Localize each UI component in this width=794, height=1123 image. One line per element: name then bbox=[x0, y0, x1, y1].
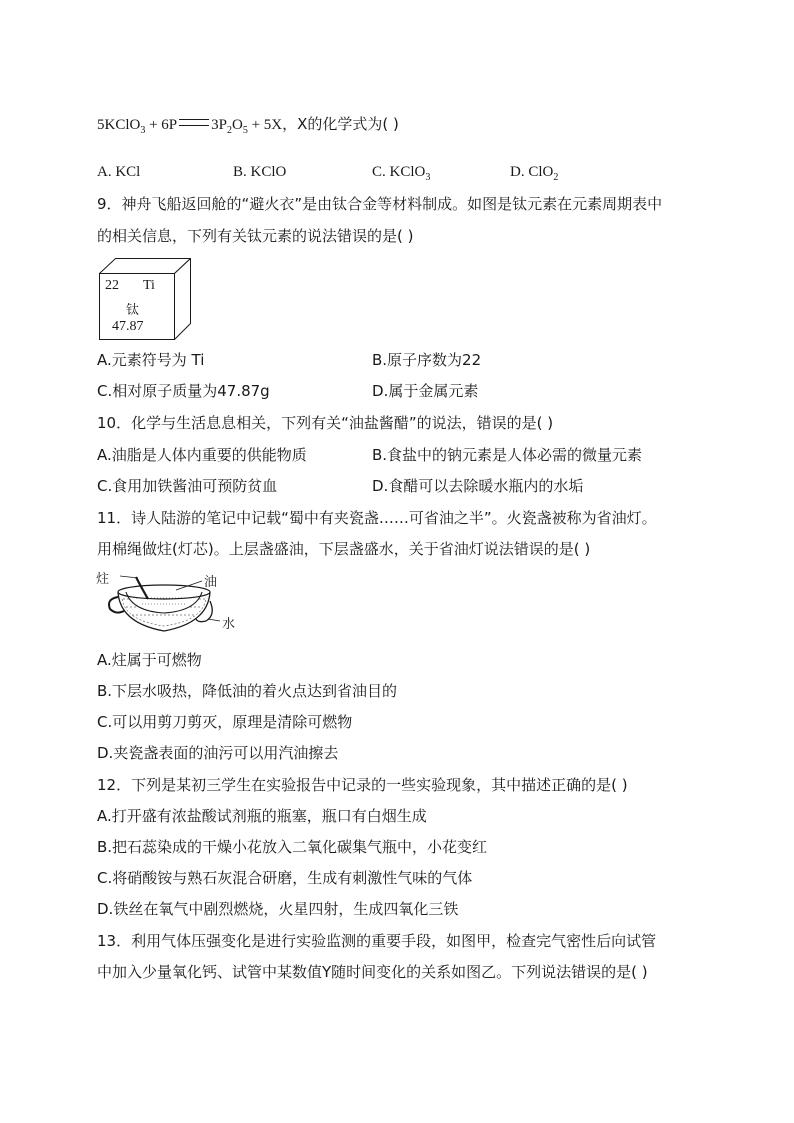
eq-left-tail: + 6P bbox=[145, 117, 178, 133]
label-wick: 炷 bbox=[96, 572, 110, 587]
option-subscript: 2 bbox=[553, 172, 559, 183]
label-water: 水 bbox=[222, 617, 236, 632]
eq-left-formula: 5KClO bbox=[97, 117, 141, 133]
q8-option-b[interactable]: B. KClO bbox=[233, 164, 287, 180]
periodic-cell-figure bbox=[99, 258, 191, 340]
q12-option-c[interactable]: C.将硝酸铵与熟石灰混合研磨，生成有刺激性气味的气体 bbox=[97, 869, 473, 887]
q8-equation bbox=[97, 114, 399, 141]
atomic-mass: 47.87 bbox=[112, 319, 144, 334]
q12-option-a[interactable]: A.打开盛有浓盐酸试剂瓶的瓶塞，瓶口有白烟生成 bbox=[97, 807, 427, 825]
atomic-number: 22 bbox=[105, 278, 119, 293]
eq-subscript: 5 bbox=[242, 125, 248, 136]
q11-option-c[interactable]: C.可以用剪刀剪灭，原理是清除可燃物 bbox=[97, 713, 353, 731]
q12-option-b[interactable]: B.把石蕊染成的干燥小花放入二氧化碳集气瓶中，小花变红 bbox=[97, 838, 488, 856]
element-name: 钛 bbox=[126, 303, 140, 318]
option-formula: KClO bbox=[389, 164, 426, 180]
q13-stem-line2: 中加入少量氧化钙、试管中某数值Y随时间变化的关系如图乙。下列说法错误的是( ) bbox=[97, 963, 648, 981]
eq-subscript: 2 bbox=[227, 125, 232, 136]
q13-stem-line1: 13．利用气体压强变化是进行实验监测的重要手段，如图甲，检查完气密性后向试管 bbox=[97, 932, 657, 950]
element-symbol: Ti bbox=[143, 278, 155, 293]
q11-option-b[interactable]: B.下层水吸热，降低油的着火点达到省油目的 bbox=[97, 682, 398, 700]
q8-question-text: ，X的化学式为( ) bbox=[282, 115, 399, 133]
q8-option-a[interactable]: A. KCl bbox=[97, 164, 141, 180]
q8-option-c[interactable] bbox=[372, 162, 430, 188]
option-formula: ClO bbox=[528, 164, 554, 180]
option-subscript: 3 bbox=[425, 172, 431, 183]
q10-option-c[interactable]: C.食用加铁酱油可预防贫血 bbox=[97, 477, 278, 495]
label-oil: 油 bbox=[204, 575, 218, 590]
eq-right-tail: + 5X bbox=[247, 117, 283, 133]
q10-option-a[interactable]: A.油脂是人体内重要的供能物质 bbox=[97, 446, 307, 464]
q9-stem-line1: 9．神舟飞船返回舱的“避火衣”是由钛合金等材料制成。如图是钛元素在元素周期表中 bbox=[97, 195, 663, 213]
q12-option-d[interactable]: D.铁丝在氧气中剧烈燃烧，火星四射，生成四氧化三铁 bbox=[97, 900, 459, 918]
q8-option-d[interactable] bbox=[510, 162, 558, 188]
q10-stem-line1: 10．化学与生活息息相关，下列有关“油盐酱醋”的说法，错误的是( ) bbox=[97, 414, 554, 432]
q9-stem-line2: 的相关信息，下列有关钛元素的说法错误的是( ) bbox=[97, 227, 414, 245]
q10-option-d[interactable]: D.食醋可以去除暖水瓶内的水垢 bbox=[372, 477, 584, 495]
option-prefix: D. bbox=[510, 164, 529, 180]
eq-subscript: 3 bbox=[140, 125, 146, 136]
q9-option-a[interactable]: A.元素符号为 Ti bbox=[97, 351, 205, 369]
option-prefix: C. bbox=[372, 164, 390, 180]
oil-lamp-figure bbox=[96, 565, 246, 637]
q10-option-b[interactable]: B.食盐中的钠元素是人体必需的微量元素 bbox=[372, 446, 643, 464]
eq-right-formula: 3P bbox=[211, 117, 227, 133]
q11-stem-line1: 11．诗人陆游的笔记中记载“蜀中有夹瓷盏……可省油之半”。火瓷盏被称为省油灯。 bbox=[97, 509, 657, 527]
q9-option-c[interactable]: C.相对原子质量为47.87g bbox=[97, 382, 270, 400]
q11-option-a[interactable]: A.炷属于可燃物 bbox=[97, 651, 202, 669]
q12-stem-line1: 12．下列是某初三学生在实验报告中记录的一些实验现象，其中描述正确的是( ) bbox=[97, 776, 628, 794]
q9-option-d[interactable]: D.属于金属元素 bbox=[372, 382, 479, 400]
q11-stem-line2: 用棉绳做炷(灯芯)。上层盏盛油，下层盏盛水，关于省油灯说法错误的是( ) bbox=[97, 540, 591, 558]
eq-right-mid: O bbox=[232, 117, 243, 133]
q9-option-b[interactable]: B.原子序数为22 bbox=[372, 351, 482, 369]
q11-option-d[interactable]: D.夹瓷盏表面的油污可以用汽油擦去 bbox=[97, 744, 339, 762]
equals-sign-icon bbox=[179, 119, 209, 126]
